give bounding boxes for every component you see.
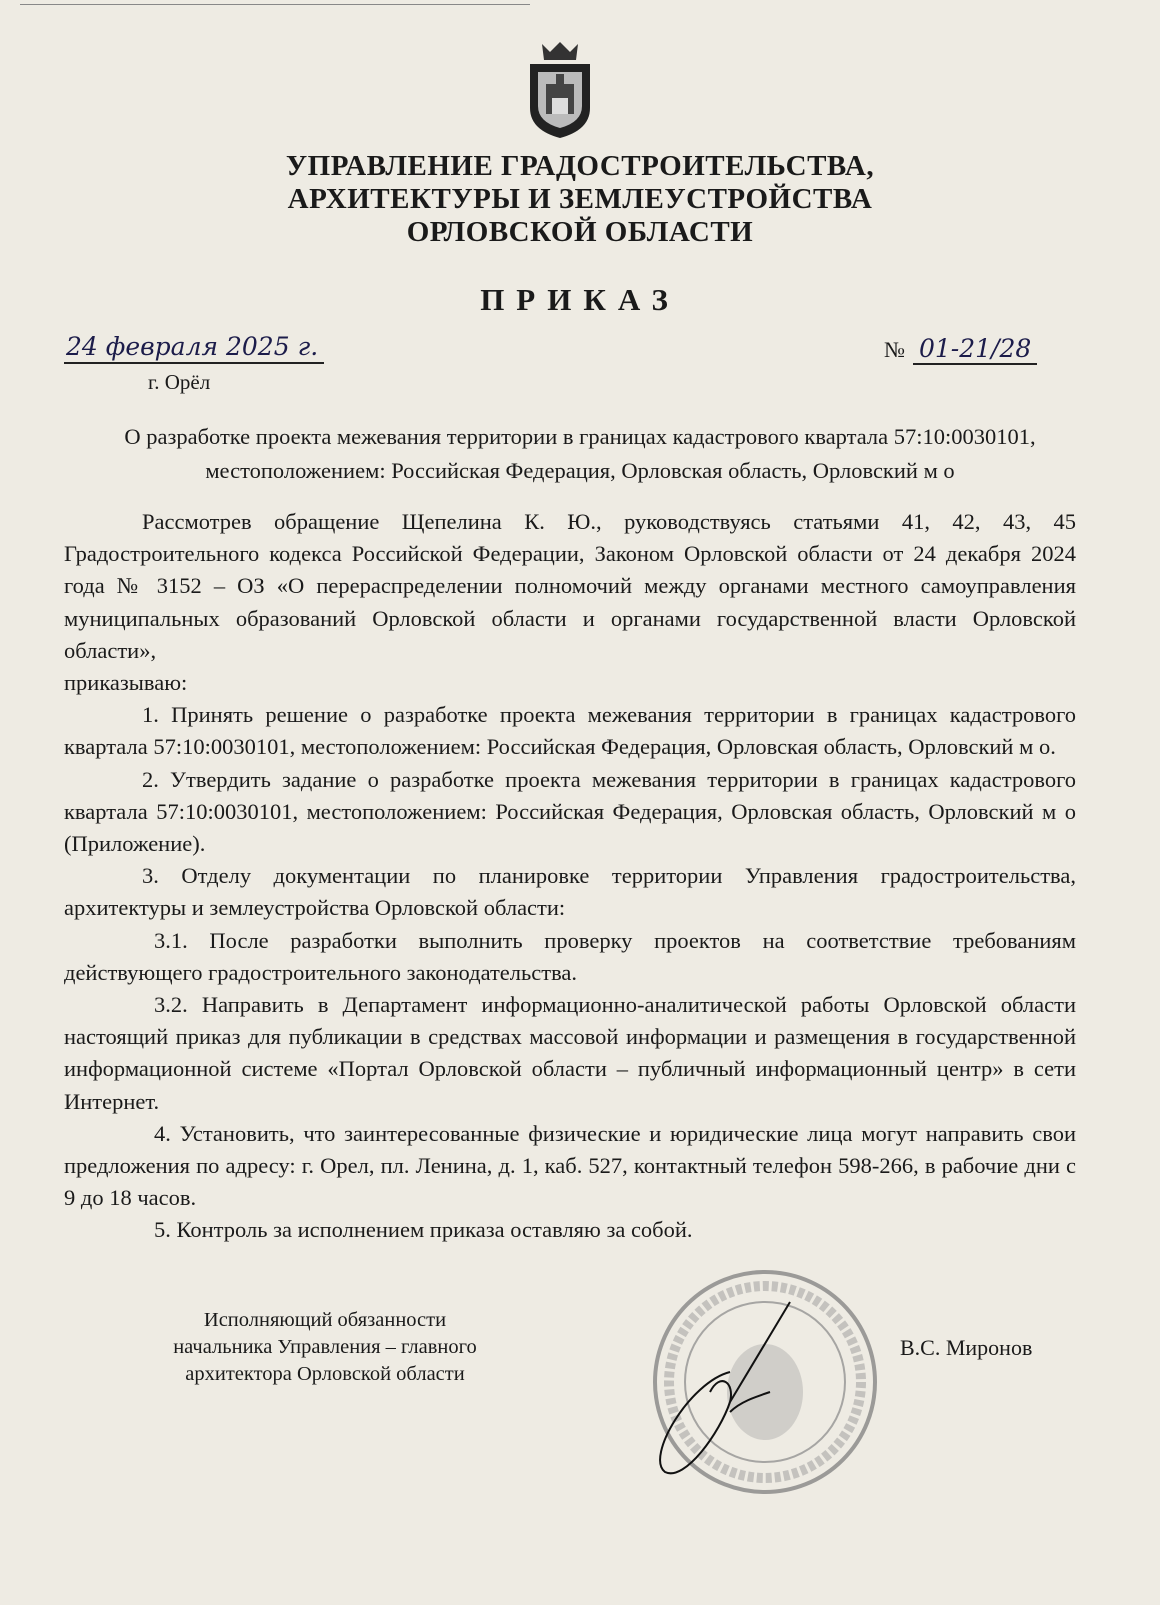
- handwritten-date: 24 февраля 2025 г.: [64, 332, 324, 364]
- document-content: [0, 420, 1160, 1497]
- signatory-position: [110, 1307, 540, 1388]
- position-line: Исполняющий обязанности: [203, 1308, 447, 1331]
- org-line: АРХИТЕКТУРЫ И ЗЕМЛЕУСТРОЙСТВА: [287, 183, 873, 215]
- order-subitem: 3.1. После разработки выполнить проверку проектов на соответствие требованиям действующего градостроительного законодательства.: [64, 927, 1076, 985]
- city: г. Орёл: [148, 370, 211, 394]
- organization-name: [0, 150, 1160, 249]
- order-item: 4. Установить, что заинтересованные физические и юридические лица могут направить свои предложения по адресу: г. Орел, пл. Ленина, д. 1, каб. 527, контактный телефон 598-266, в рабочие дни с 9 до 18 часов.: [64, 1120, 1076, 1211]
- org-line: УПРАВЛЕНИЕ ГРАДОСТРОИТЕЛЬСТВА,: [285, 150, 875, 182]
- order-item: 1. Принять решение о разработке проекта межевания территории в границах кадастрового квартала 57:10:0030101, местоположением: Российская Федерация, Орловская область, Орловский м о.: [64, 702, 1076, 760]
- order-subject: О разработке проекта межевания территории в границах кадастрового квартала 57:10:0030101, местоположением: Российская Федерация, Орловская область, Орловский м о: [124, 424, 1036, 483]
- preamble: Рассмотрев обращение Щепелина К. Ю., руководствуясь статьями 41, 42, 43, 45 Градостроительного кодекса Российской Федерации, Законом Орловской области от 24 декабря 2024 года № 3152 – ОЗ «О перераспределении полномочий между органами местного самоуправления муниципальных образований Орловской области и органами государственной власти Орловской области»,: [64, 509, 1076, 663]
- signature-block: [0, 1267, 1160, 1497]
- order-subitem: 3.2. Направить в Департамент информационно-аналитической работы Орловской области настоящий приказ для публикации в средствах массовой информации и размещения в государственной информационной системе «Портал Орловской области – публичный информационный центр» в сети Интернет.: [64, 992, 1076, 1114]
- document-title: ПРИКАЗ: [480, 282, 680, 317]
- order-word: приказываю:: [64, 670, 188, 696]
- order-item: 3. Отделу документации по планировке территории Управления градостроительства, архитектуры и землеустройства Орловской области:: [64, 863, 1076, 921]
- order-number: [884, 334, 1037, 365]
- order-item: 5. Контроль за исполнением приказа оставляю за собой.: [154, 1217, 693, 1243]
- page-edge-line: [20, 4, 530, 5]
- coat-of-arms-emblem: [522, 38, 598, 140]
- position-line: архитектора Орловской области: [185, 1362, 465, 1385]
- order-body: [64, 506, 1076, 1247]
- number-label: №: [884, 337, 905, 362]
- official-stamp: [640, 1267, 890, 1497]
- signatory-name: В.С. Миронов: [900, 1334, 1033, 1360]
- org-line: ОРЛОВСКОЙ ОБЛАСТИ: [406, 216, 754, 248]
- order-item: 2. Утвердить задание о разработке проекта межевания территории в границах кадастрового квартала 57:10:0030101, местоположением: Российская Федерация, Орловская область, Орловский м о (Приложение).: [64, 766, 1076, 857]
- position-line: начальника Управления – главного: [173, 1335, 477, 1358]
- handwritten-number: 01-21/28: [913, 334, 1037, 365]
